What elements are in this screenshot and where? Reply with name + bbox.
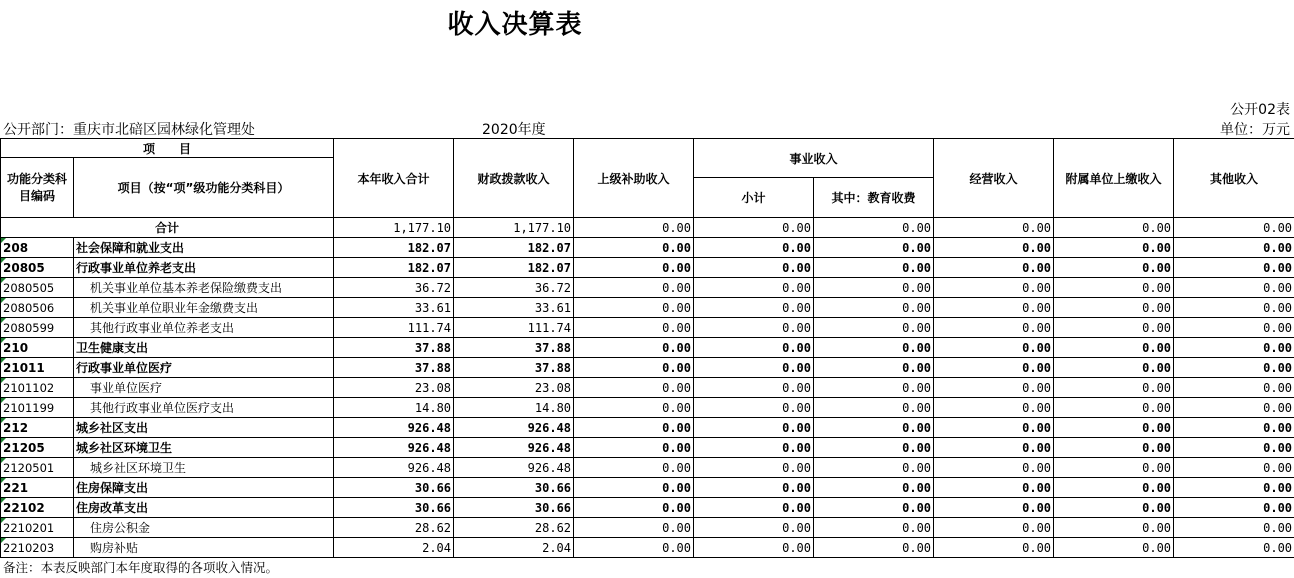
row-code: 2080505 bbox=[1, 278, 74, 298]
row-value-cell: 0.00 bbox=[1054, 338, 1174, 358]
row-value-cell: 0.00 bbox=[574, 258, 694, 278]
affiliated-income-header: 附属单位上缴收入 bbox=[1054, 139, 1174, 218]
table-row bbox=[1, 398, 1294, 418]
row-value-cell: 0.00 bbox=[934, 438, 1054, 458]
row-value-cell: 182.07 bbox=[334, 238, 454, 258]
row-value-cell: 0.00 bbox=[574, 318, 694, 338]
row-value-cell: 0.00 bbox=[574, 518, 694, 538]
row-value-cell: 0.00 bbox=[1174, 498, 1294, 518]
row-value-cell: 0.00 bbox=[934, 418, 1054, 438]
fiscal-income-header: 财政拨款收入 bbox=[454, 139, 574, 218]
row-name: 卫生健康支出 bbox=[74, 338, 334, 358]
row-value-cell: 0.00 bbox=[814, 338, 934, 358]
row-value-cell: 0.00 bbox=[574, 438, 694, 458]
row-value-cell: 0.00 bbox=[1054, 398, 1174, 418]
total-income-header: 本年收入合计 bbox=[334, 139, 454, 218]
row-value-cell: 0.00 bbox=[934, 258, 1054, 278]
total-cell: 1,177.10 bbox=[334, 218, 454, 238]
business-income-header: 事业收入 bbox=[694, 139, 934, 178]
fiscal-year-label: 2020年度 bbox=[482, 122, 546, 138]
row-value-cell: 0.00 bbox=[1054, 378, 1174, 398]
row-value-cell: 0.00 bbox=[694, 398, 814, 418]
row-value-cell: 0.00 bbox=[694, 258, 814, 278]
row-value-cell: 0.00 bbox=[694, 338, 814, 358]
row-value-cell: 0.00 bbox=[694, 438, 814, 458]
row-value-cell: 0.00 bbox=[1174, 358, 1294, 378]
row-value-cell: 926.48 bbox=[454, 438, 574, 458]
row-value-cell: 28.62 bbox=[334, 518, 454, 538]
table-row bbox=[1, 298, 1294, 318]
table-row bbox=[1, 358, 1294, 378]
row-name: 购房补贴 bbox=[74, 538, 334, 558]
item-group-header: 项 目 bbox=[1, 139, 334, 158]
income-table bbox=[0, 138, 1294, 558]
row-value-cell: 0.00 bbox=[934, 318, 1054, 338]
other-income-header: 其他收入 bbox=[1174, 139, 1294, 218]
row-value-cell: 0.00 bbox=[694, 298, 814, 318]
table-row bbox=[1, 418, 1294, 438]
row-value-cell: 30.66 bbox=[334, 498, 454, 518]
row-value-cell: 30.66 bbox=[334, 478, 454, 498]
row-name: 住房改革支出 bbox=[74, 498, 334, 518]
row-value-cell: 0.00 bbox=[814, 278, 934, 298]
row-value-cell: 0.00 bbox=[814, 258, 934, 278]
row-value-cell: 37.88 bbox=[334, 358, 454, 378]
row-value-cell: 926.48 bbox=[454, 458, 574, 478]
row-name: 城乡社区环境卫生 bbox=[74, 458, 334, 478]
row-name: 机关事业单位基本养老保险缴费支出 bbox=[74, 278, 334, 298]
row-name: 机关事业单位职业年金缴费支出 bbox=[74, 298, 334, 318]
row-value-cell: 0.00 bbox=[574, 378, 694, 398]
row-value-cell: 36.72 bbox=[334, 278, 454, 298]
row-value-cell: 0.00 bbox=[574, 338, 694, 358]
row-code: 2101102 bbox=[1, 378, 74, 398]
row-value-cell: 0.00 bbox=[1054, 438, 1174, 458]
row-value-cell: 0.00 bbox=[1054, 518, 1174, 538]
business-subtotal-header: 小计 bbox=[694, 178, 814, 218]
row-value-cell: 0.00 bbox=[694, 458, 814, 478]
row-value-cell: 0.00 bbox=[814, 498, 934, 518]
row-value-cell: 0.00 bbox=[934, 498, 1054, 518]
row-name: 行政事业单位医疗 bbox=[74, 358, 334, 378]
row-value-cell: 0.00 bbox=[934, 478, 1054, 498]
row-value-cell: 36.72 bbox=[454, 278, 574, 298]
department-label: 公开部门：重庆市北碚区园林绿化管理处 bbox=[3, 122, 255, 138]
row-value-cell: 0.00 bbox=[1054, 498, 1174, 518]
row-code: 21011 bbox=[1, 358, 74, 378]
row-value-cell: 23.08 bbox=[454, 378, 574, 398]
row-value-cell: 0.00 bbox=[694, 238, 814, 258]
superior-subsidy-header: 上级补助收入 bbox=[574, 139, 694, 218]
row-name: 住房保障支出 bbox=[74, 478, 334, 498]
row-name: 城乡社区环境卫生 bbox=[74, 438, 334, 458]
row-value-cell: 0.00 bbox=[1174, 538, 1294, 558]
row-value-cell: 0.00 bbox=[574, 278, 694, 298]
row-value-cell: 0.00 bbox=[1054, 318, 1174, 338]
row-value-cell: 0.00 bbox=[574, 418, 694, 438]
row-value-cell: 0.00 bbox=[814, 318, 934, 338]
row-value-cell: 30.66 bbox=[454, 498, 574, 518]
row-value-cell: 37.88 bbox=[454, 358, 574, 378]
row-code: 20805 bbox=[1, 258, 74, 278]
table-row bbox=[1, 538, 1294, 558]
row-value-cell: 0.00 bbox=[694, 478, 814, 498]
footnote: 备注：本表反映部门本年度取得的各项收入情况。 bbox=[3, 560, 279, 575]
row-value-cell: 0.00 bbox=[934, 358, 1054, 378]
row-name: 城乡社区支出 bbox=[74, 418, 334, 438]
row-value-cell: 926.48 bbox=[334, 438, 454, 458]
row-name: 其他行政事业单位医疗支出 bbox=[74, 398, 334, 418]
row-value-cell: 0.00 bbox=[814, 518, 934, 538]
code-header: 功能分类科目编码 bbox=[1, 158, 74, 218]
row-value-cell: 0.00 bbox=[814, 378, 934, 398]
row-value-cell: 0.00 bbox=[1174, 378, 1294, 398]
table-row bbox=[1, 458, 1294, 478]
row-value-cell: 0.00 bbox=[694, 518, 814, 538]
table-row bbox=[1, 498, 1294, 518]
row-value-cell: 0.00 bbox=[1054, 458, 1174, 478]
operating-income-header: 经营收入 bbox=[934, 139, 1054, 218]
row-value-cell: 37.88 bbox=[334, 338, 454, 358]
row-value-cell: 0.00 bbox=[934, 398, 1054, 418]
row-value-cell: 0.00 bbox=[814, 478, 934, 498]
row-value-cell: 0.00 bbox=[574, 298, 694, 318]
row-code: 22102 bbox=[1, 498, 74, 518]
row-name: 其他行政事业单位养老支出 bbox=[74, 318, 334, 338]
total-cell: 0.00 bbox=[1174, 218, 1294, 238]
row-value-cell: 0.00 bbox=[694, 358, 814, 378]
row-value-cell: 33.61 bbox=[334, 298, 454, 318]
row-value-cell: 0.00 bbox=[574, 478, 694, 498]
row-value-cell: 0.00 bbox=[1174, 518, 1294, 538]
row-value-cell: 23.08 bbox=[334, 378, 454, 398]
row-value-cell: 926.48 bbox=[334, 418, 454, 438]
row-value-cell: 0.00 bbox=[814, 438, 934, 458]
row-value-cell: 0.00 bbox=[1174, 258, 1294, 278]
row-value-cell: 0.00 bbox=[1174, 318, 1294, 338]
table-row bbox=[1, 258, 1294, 278]
row-value-cell: 0.00 bbox=[694, 418, 814, 438]
row-value-cell: 926.48 bbox=[454, 418, 574, 438]
total-cell: 0.00 bbox=[574, 218, 694, 238]
row-value-cell: 14.80 bbox=[334, 398, 454, 418]
row-value-cell: 0.00 bbox=[574, 538, 694, 558]
row-value-cell: 0.00 bbox=[1054, 298, 1174, 318]
row-value-cell: 2.04 bbox=[454, 538, 574, 558]
row-value-cell: 926.48 bbox=[334, 458, 454, 478]
row-value-cell: 0.00 bbox=[1054, 238, 1174, 258]
table-row bbox=[1, 518, 1294, 538]
total-cell: 1,177.10 bbox=[454, 218, 574, 238]
row-value-cell: 182.07 bbox=[454, 238, 574, 258]
row-value-cell: 0.00 bbox=[1054, 478, 1174, 498]
row-value-cell: 0.00 bbox=[1054, 258, 1174, 278]
row-value-cell: 0.00 bbox=[1174, 398, 1294, 418]
row-value-cell: 0.00 bbox=[1174, 338, 1294, 358]
table-row bbox=[1, 238, 1294, 258]
row-value-cell: 0.00 bbox=[1054, 358, 1174, 378]
row-value-cell: 0.00 bbox=[814, 358, 934, 378]
row-value-cell: 0.00 bbox=[1174, 418, 1294, 438]
row-value-cell: 0.00 bbox=[1174, 458, 1294, 478]
table-row bbox=[1, 378, 1294, 398]
report-title: 收入决算表 bbox=[447, 10, 583, 40]
row-value-cell: 182.07 bbox=[454, 258, 574, 278]
table-row bbox=[1, 438, 1294, 458]
row-value-cell: 0.00 bbox=[1174, 278, 1294, 298]
row-value-cell: 0.00 bbox=[934, 298, 1054, 318]
row-name: 事业单位医疗 bbox=[74, 378, 334, 398]
row-value-cell: 30.66 bbox=[454, 478, 574, 498]
row-code: 2210201 bbox=[1, 518, 74, 538]
row-value-cell: 37.88 bbox=[454, 338, 574, 358]
table-row bbox=[1, 318, 1294, 338]
row-value-cell: 0.00 bbox=[934, 238, 1054, 258]
row-code: 2080506 bbox=[1, 298, 74, 318]
education-fee-header: 其中：教育收费 bbox=[814, 178, 934, 218]
row-value-cell: 111.74 bbox=[334, 318, 454, 338]
item-header: 项目（按“项”级功能分类科目） bbox=[74, 158, 334, 218]
total-cell: 0.00 bbox=[1054, 218, 1174, 238]
row-value-cell: 0.00 bbox=[1174, 478, 1294, 498]
row-value-cell: 0.00 bbox=[814, 298, 934, 318]
row-code: 208 bbox=[1, 238, 74, 258]
row-value-cell: 0.00 bbox=[1174, 298, 1294, 318]
row-value-cell: 0.00 bbox=[934, 278, 1054, 298]
row-value-cell: 0.00 bbox=[1054, 278, 1174, 298]
row-value-cell: 0.00 bbox=[694, 538, 814, 558]
row-value-cell: 0.00 bbox=[694, 318, 814, 338]
row-code: 212 bbox=[1, 418, 74, 438]
row-value-cell: 0.00 bbox=[934, 518, 1054, 538]
row-value-cell: 0.00 bbox=[814, 538, 934, 558]
form-number: 公开02表 bbox=[1230, 102, 1290, 118]
row-code: 210 bbox=[1, 338, 74, 358]
row-name: 社会保障和就业支出 bbox=[74, 238, 334, 258]
unit-label: 单位：万元 bbox=[1220, 122, 1290, 138]
total-cell: 0.00 bbox=[814, 218, 934, 238]
total-cell: 0.00 bbox=[934, 218, 1054, 238]
row-code: 2080599 bbox=[1, 318, 74, 338]
row-value-cell: 33.61 bbox=[454, 298, 574, 318]
row-value-cell: 0.00 bbox=[574, 358, 694, 378]
row-code: 2210203 bbox=[1, 538, 74, 558]
row-value-cell: 0.00 bbox=[814, 398, 934, 418]
row-value-cell: 0.00 bbox=[694, 278, 814, 298]
row-value-cell: 0.00 bbox=[1174, 238, 1294, 258]
total-label: 合计 bbox=[1, 218, 334, 238]
total-row bbox=[1, 218, 1294, 238]
row-value-cell: 0.00 bbox=[574, 398, 694, 418]
row-value-cell: 14.80 bbox=[454, 398, 574, 418]
row-code: 2120501 bbox=[1, 458, 74, 478]
row-name: 住房公积金 bbox=[74, 518, 334, 538]
row-code: 2101199 bbox=[1, 398, 74, 418]
row-code: 221 bbox=[1, 478, 74, 498]
row-value-cell: 0.00 bbox=[1054, 418, 1174, 438]
row-value-cell: 0.00 bbox=[934, 338, 1054, 358]
row-code: 21205 bbox=[1, 438, 74, 458]
table-row bbox=[1, 478, 1294, 498]
row-value-cell: 0.00 bbox=[694, 378, 814, 398]
row-value-cell: 0.00 bbox=[694, 498, 814, 518]
row-value-cell: 0.00 bbox=[574, 458, 694, 478]
row-value-cell: 0.00 bbox=[934, 458, 1054, 478]
row-value-cell: 0.00 bbox=[814, 458, 934, 478]
row-value-cell: 0.00 bbox=[1174, 438, 1294, 458]
row-value-cell: 0.00 bbox=[814, 418, 934, 438]
row-value-cell: 0.00 bbox=[574, 238, 694, 258]
row-name: 行政事业单位养老支出 bbox=[74, 258, 334, 278]
row-value-cell: 0.00 bbox=[1054, 538, 1174, 558]
row-value-cell: 0.00 bbox=[934, 378, 1054, 398]
row-value-cell: 111.74 bbox=[454, 318, 574, 338]
row-value-cell: 28.62 bbox=[454, 518, 574, 538]
row-value-cell: 0.00 bbox=[574, 498, 694, 518]
row-value-cell: 0.00 bbox=[814, 238, 934, 258]
row-value-cell: 182.07 bbox=[334, 258, 454, 278]
row-value-cell: 0.00 bbox=[934, 538, 1054, 558]
table-row bbox=[1, 338, 1294, 358]
row-value-cell: 2.04 bbox=[334, 538, 454, 558]
table-row bbox=[1, 278, 1294, 298]
total-cell: 0.00 bbox=[694, 218, 814, 238]
